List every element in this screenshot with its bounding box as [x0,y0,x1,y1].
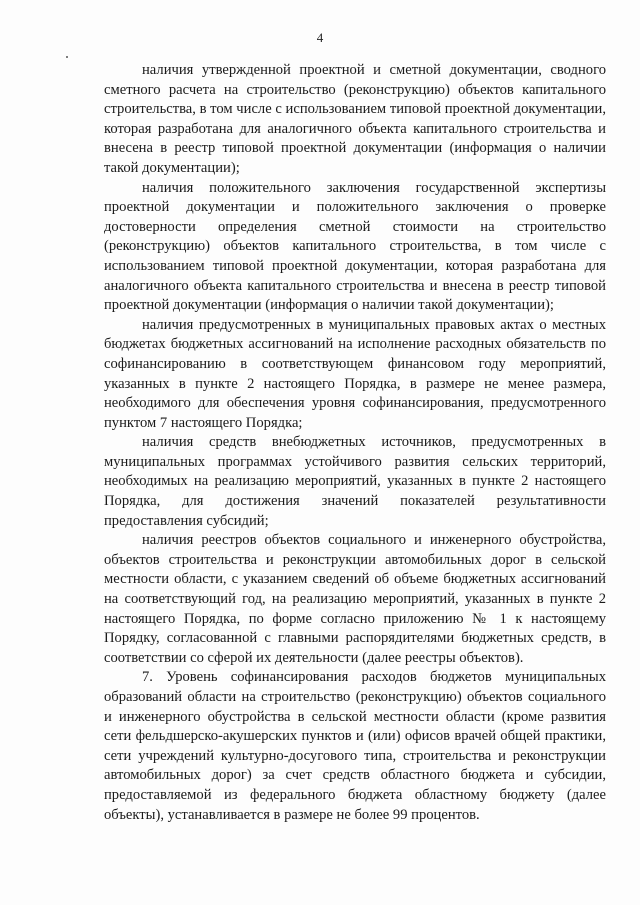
paragraph-budget-allocations: наличия предусмотренных в муниципальных правовых актах о местных бюджетах бюджетных ассигнований на исполнение расходных обязательств по софинансированию в соответствующем финансовом году мероприятий, указанных в пункте 2 настоящего Порядка, в размере не менее размера, необходимого для обеспечения уровня софинансирования, предусмотренного пунктом 7 настоящего Порядка; [104,316,606,431]
document-body [104,61,606,825]
scan-speck [66,56,68,58]
paragraph-object-registers: наличия реестров объектов социального и инженерного обустройства, объектов строительства и реконструкции автомобильных дорог в сельской местности области, с указанием сведений об объеме бюджетных ассигнований на соответствующий год, на реализацию мероприятий, указанных в пункте 2 настоящего Порядка, по форме согласно приложению № 1 к настоящему Порядку, согласованной с главными распорядителями бюджетных средств, в соответствии со сферой их деятельности (далее реестры объектов). [104,532,606,666]
paragraph-extrabudgetary-funds: наличия средств внебюджетных источников, предусмотренных в муниципальных программах устойчивого развития сельских территорий, необходимых на реализацию мероприятий, указанных в пункте 2 настоящего Порядка, для достижения значений показателей результативности предоставления субсидий; [104,434,606,529]
paragraph-approved-documentation: наличия утвержденной проектной и сметной документации, сводного сметного расчета на строительство (реконструкцию) объектов капитального строительства, в том числе с использованием типовой проектной документации, которая разработана для аналогичного объекта капитального строительства и внесена в реестр типовой проектной документации (информация о наличии такой документации); [104,62,606,176]
paragraph-state-expertise: наличия положительного заключения государственной экспертизы проектной документации и положительного заключения о проверке достоверности определения сметной стоимости на строительство (реконструкцию) объектов капитального строительства, в том числе с использованием типовой проектной документации, которая разработана для аналогичного объекта капитального строительства и внесена в реестр типовой проектной документации (информация о наличии такой документации); [104,179,606,314]
page-number: 4 [316,30,324,45]
paragraph-cofinancing-level: 7. Уровень софинансирования расходов бюджетов муниципальных образований области на строительство (реконструкцию) объектов социального и инженерного обустройства в сельской местности области (кроме развития сети фельдшерско-акушерских пунктов и (или) офисов врачей общей практики, сети учреждений культурно-досугового типа, строительства и реконструкции автомобильных дорог) за счет средств областного бюджета и субсидии, предоставляемой из федерального бюджета областному бюджету (далее объекты), устанавливается в размере не более 99 процентов. [104,669,606,823]
